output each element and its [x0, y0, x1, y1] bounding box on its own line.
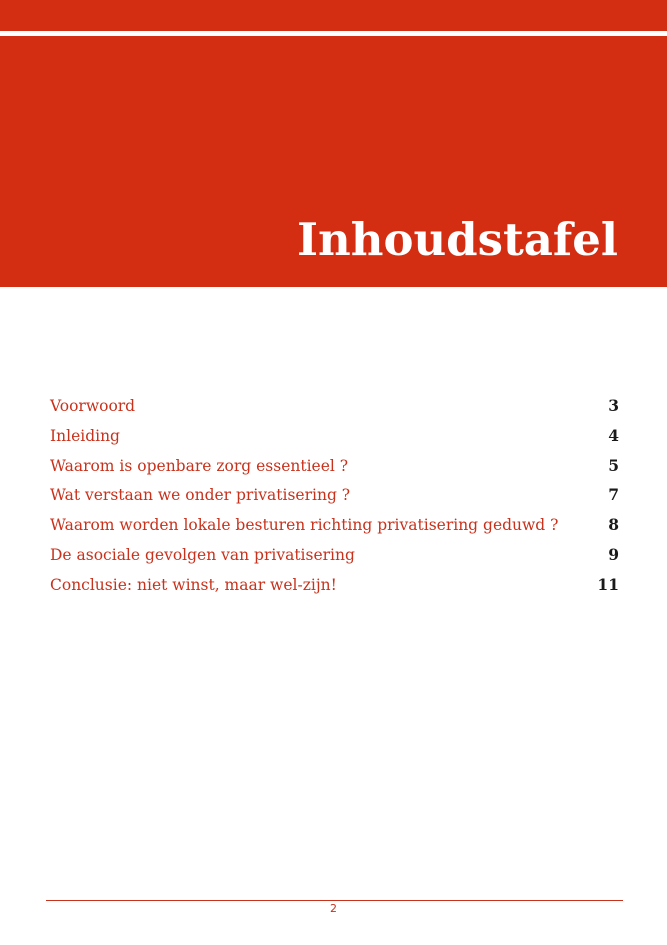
toc-entry-page-number: 5 [608, 455, 619, 475]
toc-entry-inleiding[interactable] [50, 421, 619, 451]
toc-entry-label[interactable]: Wat verstaan we onder privatisering ? [50, 486, 351, 505]
toc-entry-label[interactable]: Waarom is openbare zorg essentieel ? [50, 456, 349, 475]
toc-entry-page-number: 8 [608, 515, 619, 535]
toc-entry-page-number: 9 [608, 544, 619, 564]
toc-entry-lokale-besturen[interactable] [50, 510, 619, 540]
toc-entry-page-number: 7 [608, 485, 619, 505]
toc-entry-voorwoord[interactable] [50, 391, 619, 421]
toc-entry-label[interactable]: Waarom worden lokale besturen richting privatisering geduwd ? [50, 516, 559, 535]
toc-entry-conclusie[interactable] [50, 570, 619, 600]
footer-divider [46, 900, 623, 901]
toc-entry-page-number: 4 [608, 425, 619, 445]
toc-entry-page-number: 11 [597, 574, 619, 594]
footer-page-number: 2 [330, 902, 337, 915]
toc-entry-asociale-gevolgen[interactable] [50, 540, 619, 570]
toc-entry-label[interactable]: De asociale gevolgen van privatisering [50, 545, 355, 564]
toc-entry-label[interactable]: Conclusie: niet winst, maar wel-zijn! [50, 575, 337, 594]
toc-entry-label[interactable]: Voorwoord [50, 397, 136, 415]
toc-entry-page-number: 3 [608, 396, 619, 415]
table-of-contents [50, 391, 619, 600]
header-top-strip [0, 0, 667, 31]
toc-entry-openbare-zorg[interactable] [50, 451, 619, 481]
page-title: Inhoudstafel [296, 213, 618, 266]
toc-entry-privatisering[interactable] [50, 480, 619, 510]
toc-entry-label[interactable]: Inleiding [50, 426, 120, 445]
